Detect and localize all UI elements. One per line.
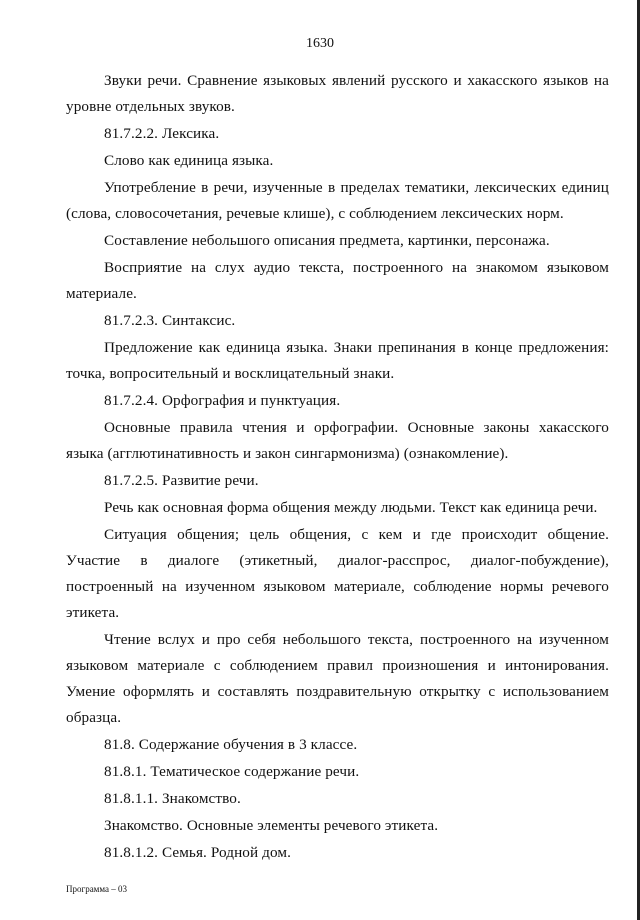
paragraph-communication: Ситуация общения; цель общения, с кем и где происходит общение. Участие в диалоге (этикетный, диалог-расспрос, диалог-побуждение), построенный на изученном языковом материале, соблюдение нормы речевого этикета. — [66, 526, 609, 621]
paragraph-speech-form: Речь как основная форма общения между людьми. Текст как единица речи. — [104, 499, 598, 516]
heading-grade-3: 81.8. Содержание обучения в 3 классе. — [104, 736, 358, 753]
page-footer: Программа – 03 — [66, 884, 128, 894]
heading-speech-development: 81.7.2.5. Развитие речи. — [104, 472, 259, 489]
paragraph-reading: Чтение вслух и про себя небольшого текста, построенного на изученном языковом материале с соблюдением правил произношения и интонирования. Умение оформлять и составлять поздравительную открытку с использованием образца. — [66, 631, 609, 726]
paragraph-listening: Восприятие на слух аудио текста, построенного на знакомом языковом материале. — [66, 259, 609, 302]
paragraph-description: Составление небольшого описания предмета, картинки, персонажа. — [104, 232, 550, 249]
heading-lexicon: 81.7.2.2. Лексика. — [104, 125, 220, 142]
heading-acquaintance: 81.8.1.1. Знакомство. — [104, 790, 241, 807]
heading-family: 81.8.1.2. Семья. Родной дом. — [104, 844, 291, 861]
paragraph-sentence: Предложение как единица языка. Знаки препинания в конце предложения: точка, вопросительный и восклицательный знаки. — [66, 339, 609, 382]
page-content — [66, 68, 609, 867]
paragraph-sounds: Звуки речи. Сравнение языковых явлений русского и хакасского языков на уровне отдельных звуков. — [66, 72, 609, 115]
page-number: 1630 — [306, 36, 334, 51]
paragraph-etiquette: Знакомство. Основные элементы речевого этикета. — [104, 817, 439, 834]
paragraph-usage: Употребление в речи, изученные в пределах тематики, лексических единиц (слова, словосочетания, речевые клише), с соблюдением лексических норм. — [66, 179, 609, 222]
heading-orthography: 81.7.2.4. Орфография и пунктуация. — [104, 392, 341, 409]
paragraph-rules: Основные правила чтения и орфографии. Основные законы хакасского языка (агглютинативность и закон сингармонизма) (ознакомление). — [66, 419, 609, 462]
heading-thematic-content: 81.8.1. Тематическое содержание речи. — [104, 763, 360, 780]
paragraph-word-unit: Слово как единица языка. — [104, 152, 274, 169]
heading-syntax: 81.7.2.3. Синтаксис. — [104, 312, 236, 329]
